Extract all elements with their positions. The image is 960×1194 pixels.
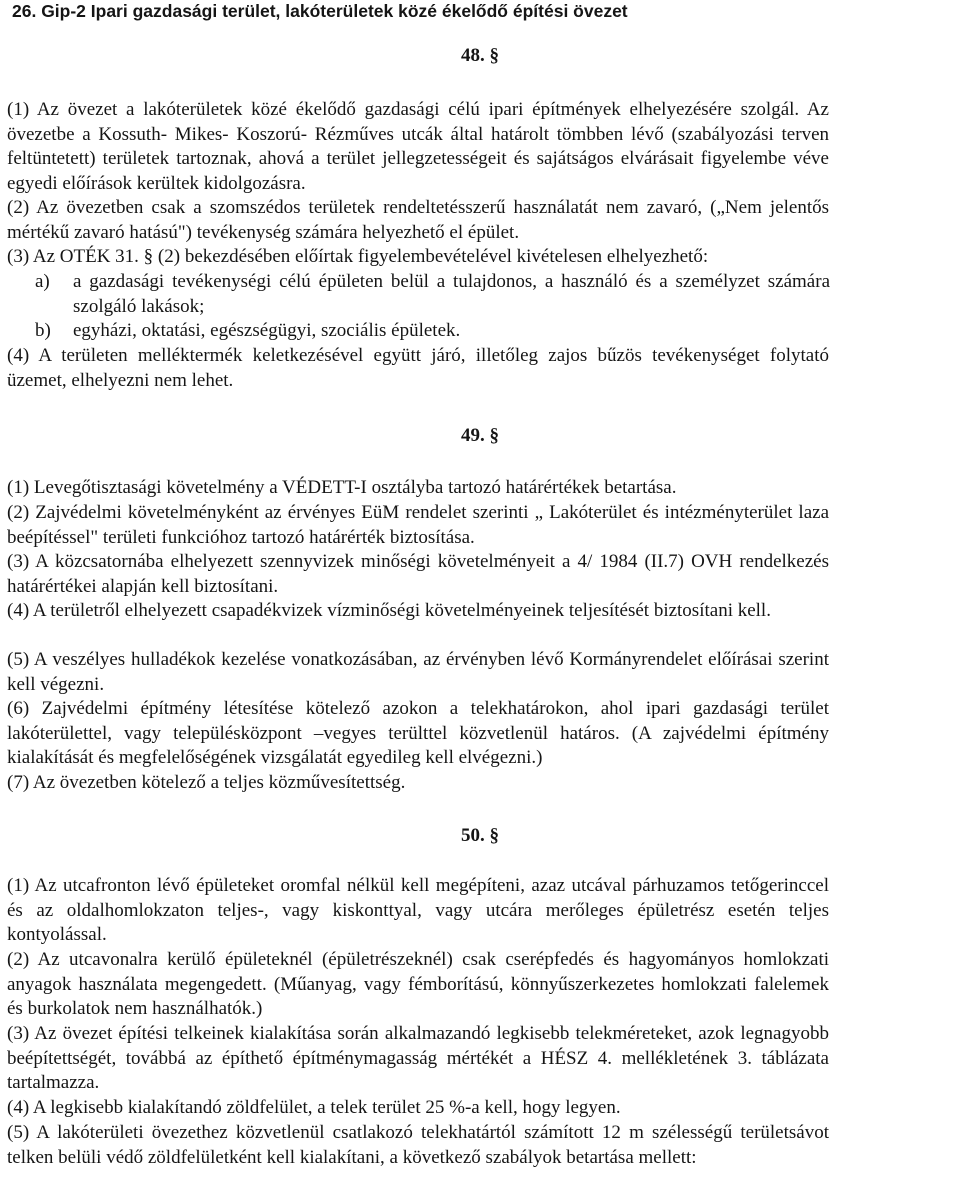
section-title-49: 49. §: [461, 425, 499, 446]
list-item-label: a): [35, 271, 50, 292]
s50-paragraph-2: (2) Az utcavonalra kerülő épületeknél (épületrészeknél) csak cserépfedés és hagyományos homlokzati anyagok használata megengedett. (Műanyag, vagy fémborítású, könnyűszerkezetes homlokzati falelemek és burkolatok nem használhatók.): [7, 949, 829, 1019]
s48-paragraph-1: (1) Az övezet a lakóterületek közé ékelődő gazdasági célú ipari építmények elhelyezésére szolgál. Az övezetbe a Kossuth- Mikes- Koszorú- Rézműves utcák által határolt tömbben lévő (szabályozási terven feltüntetett) területek tartoznak, ahová a terület jellegzetességeit és sajátságos elvárásait figyelembe véve egyedi előírások kerültek kidolgozásra.: [7, 99, 829, 194]
s50-paragraph-3: (3) Az övezet építési telkeinek kialakítása során alkalmazandó legkisebb telekméreteket, azok legnagyobb beépítettségét, továbbá az építhető építménymagasság mértékét a HÉSZ 4. mellékletének 3. táblázata tartalmazza.: [7, 1023, 829, 1093]
s49-paragraph-1: (1) Levegőtisztasági követelmény a VÉDETT-I osztályba tartozó határértékek betartása.: [7, 477, 677, 498]
list-item-text: a gazdasági tevékenységi célú épületen belül a tulajdonos, a használó és a személyzet számára szolgáló lakások;: [73, 271, 830, 317]
s49-paragraph-4: (4) A területről elhelyezett csapadékvizek vízminőségi követelményeinek teljesítését biztosítani kell.: [7, 600, 771, 621]
s49-paragraph-6: (6) Zajvédelmi építmény létesítése kötelező azokon a telekhatárokon, ahol ipari gazdasági terület lakóterülettel, vagy településközpont –vegyes terülttel közvetlenül határos. (A zajvédelmi építmény kialakítását és megfelelőségének vizsgálatát egyedileg kell elvégezni.): [7, 698, 829, 768]
s48-paragraph-3: (3) Az OTÉK 31. § (2) bekezdésében előírtak figyelembevételével kivételesen elhelyezhető:: [7, 246, 709, 267]
s48-paragraph-4: (4) A területen melléktermék keletkezésével együtt járó, illetőleg zajos bűzös tevékenységet folytató üzemet, elhelyezni nem lehet.: [7, 345, 829, 391]
chapter-heading: 26. Gip-2 Ipari gazdasági terület, lakóterületek közé ékelődő építési övezet: [12, 1, 628, 21]
s49-paragraph-7: (7) Az övezetben kötelező a teljes közművesítettség.: [7, 772, 406, 793]
list-item-label: b): [35, 320, 51, 341]
s48-paragraph-2: (2) Az övezetben csak a szomszédos területek rendeltetésszerű használatát nem zavaró, („Nem jelentős mértékű zavaró hatású") tevékenység számára helyezhető el épület.: [7, 197, 829, 243]
list-item-text: egyházi, oktatási, egészségügyi, szociális épületek.: [73, 320, 461, 341]
s49-paragraph-3: (3) A közcsatornába elhelyezett szennyvizek minőségi követelményeit a 4/ 1984 (II.7) OVH rendelkezés határértékei alapján kell biztosítani.: [7, 551, 829, 597]
section-title-50: 50. §: [461, 825, 499, 846]
s49-paragraph-5: (5) A veszélyes hulladékok kezelése vonatkozásában, az érvényben lévő Kormányrendelet előírásai szerint kell végezni.: [7, 649, 829, 695]
s50-paragraph-5: (5) A lakóterületi övezethez közvetlenül csatlakozó telekhatártól számított 12 m szélességű területsávot telken belüli védő zöldfelületként kell kialakítani, a következő szabályok betartása mellett:: [7, 1122, 829, 1168]
s50-paragraph-4: (4) A legkisebb kialakítandó zöldfelület, a telek terület 25 %-a kell, hogy legyen.: [7, 1097, 621, 1118]
s50-paragraph-1: (1) Az utcafronton lévő épületeket oromfal nélkül kell megépíteni, azaz utcával párhuzamos tetőgerinccel és az oldalhomlokzaton teljes-, vagy kiskonttyal, vagy utcára merőleges épületrész esetén teljes kontyolással.: [7, 875, 829, 945]
s48-list-item-b: [35, 319, 830, 344]
section-title-48: 48. §: [461, 45, 499, 66]
s48-list-item-a: [35, 270, 830, 319]
s49-paragraph-2: (2) Zajvédelmi követelményként az érvényes EüM rendelet szerinti „ Lakóterület és intézményterület laza beépítéssel" területi funkcióhoz tartozó határérték biztosítása.: [7, 502, 829, 548]
